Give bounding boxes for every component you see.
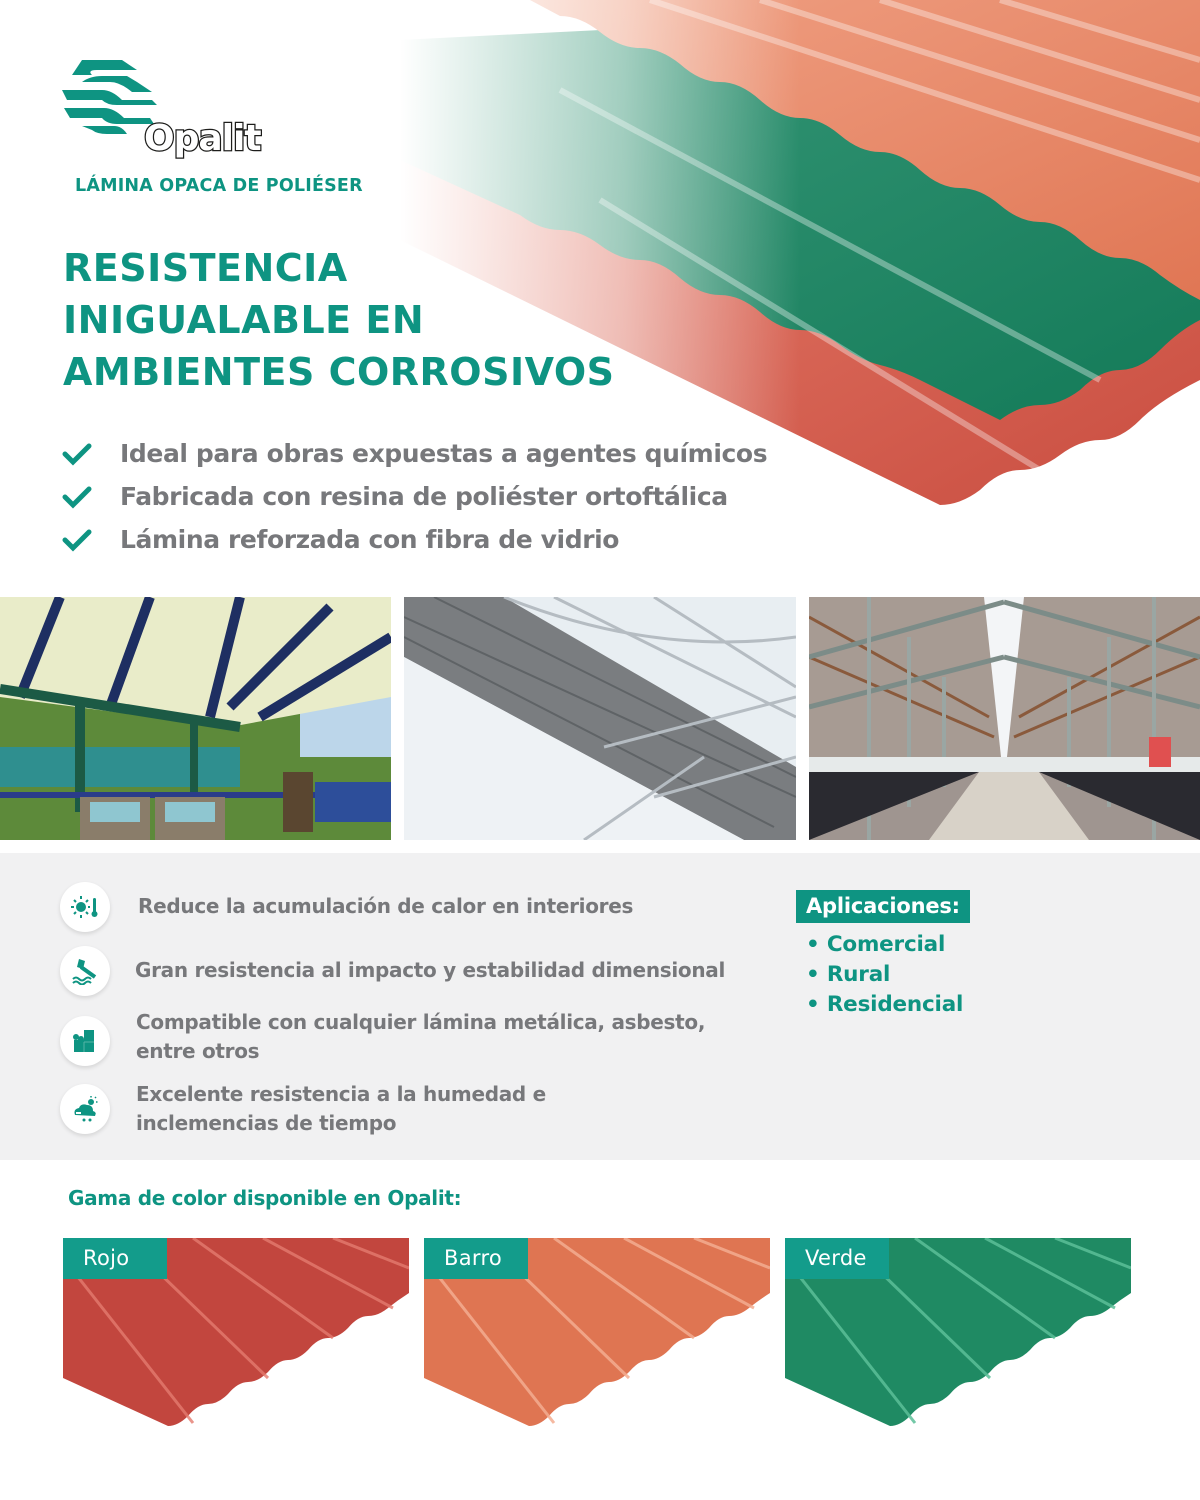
benefit-text: Ideal para obras expuestas a agentes químicos	[120, 439, 768, 468]
feature-text: Reduce la acumulación de calor en interiores	[138, 894, 634, 918]
feature-item	[60, 882, 110, 932]
brand-wordmark: Opalit	[144, 118, 261, 159]
weather-cloud-icon	[60, 1084, 110, 1134]
feature-item	[60, 946, 110, 996]
photo-dairy-barn	[809, 597, 1200, 840]
photo-residential-porch	[0, 597, 391, 840]
sun-thermometer-icon	[60, 882, 110, 932]
product-subtitle: LÁMINA OPACA DE POLIÉSER	[75, 176, 363, 196]
photo-commercial-roof	[404, 597, 796, 840]
applications-list	[806, 930, 963, 1020]
benefit-text: Lámina reforzada con fibra de vidrio	[120, 525, 620, 554]
feature-text: Compatible con cualquier lámina metálica, asbesto, entre otros	[136, 1010, 706, 1063]
page-headline	[63, 242, 623, 398]
color-range-title: Gama de color disponible en Opalit:	[68, 1186, 462, 1210]
swatch-label: Verde	[785, 1238, 889, 1279]
headline-line-2: INIGUALABLE EN	[63, 298, 425, 342]
checkmark-icon	[62, 442, 92, 466]
applications-title: Aplicaciones:	[796, 890, 970, 923]
benefit-item	[62, 518, 767, 561]
hammer-impact-icon	[60, 946, 110, 996]
feature-item	[60, 1016, 110, 1066]
swatch-label: Barro	[424, 1238, 528, 1279]
benefits-list	[62, 432, 767, 561]
feature-text: Gran resistencia al impacto y estabilidad dimensional	[135, 958, 726, 982]
benefit-item	[62, 475, 767, 518]
headline-line-3: AMBIENTES CORROSIVOS	[63, 350, 615, 394]
checkmark-icon	[62, 528, 92, 552]
swatch-barro	[424, 1238, 770, 1443]
puzzle-icon	[60, 1016, 110, 1066]
application-item: • Residencial	[806, 992, 964, 1017]
application-item: • Comercial	[806, 932, 946, 957]
headline-line-1: RESISTENCIA	[63, 246, 348, 290]
feature-item	[60, 1084, 110, 1134]
benefit-item	[62, 432, 767, 475]
swatch-label: Rojo	[63, 1238, 167, 1279]
application-item: • Rural	[806, 962, 891, 987]
feature-text: Excelente resistencia a la humedad e inclemencias de tiempo	[136, 1082, 546, 1135]
swatch-rojo	[63, 1238, 409, 1443]
swatch-verde	[785, 1238, 1131, 1443]
benefit-text: Fabricada con resina de poliéster ortoftálica	[120, 482, 728, 511]
checkmark-icon	[62, 485, 92, 509]
